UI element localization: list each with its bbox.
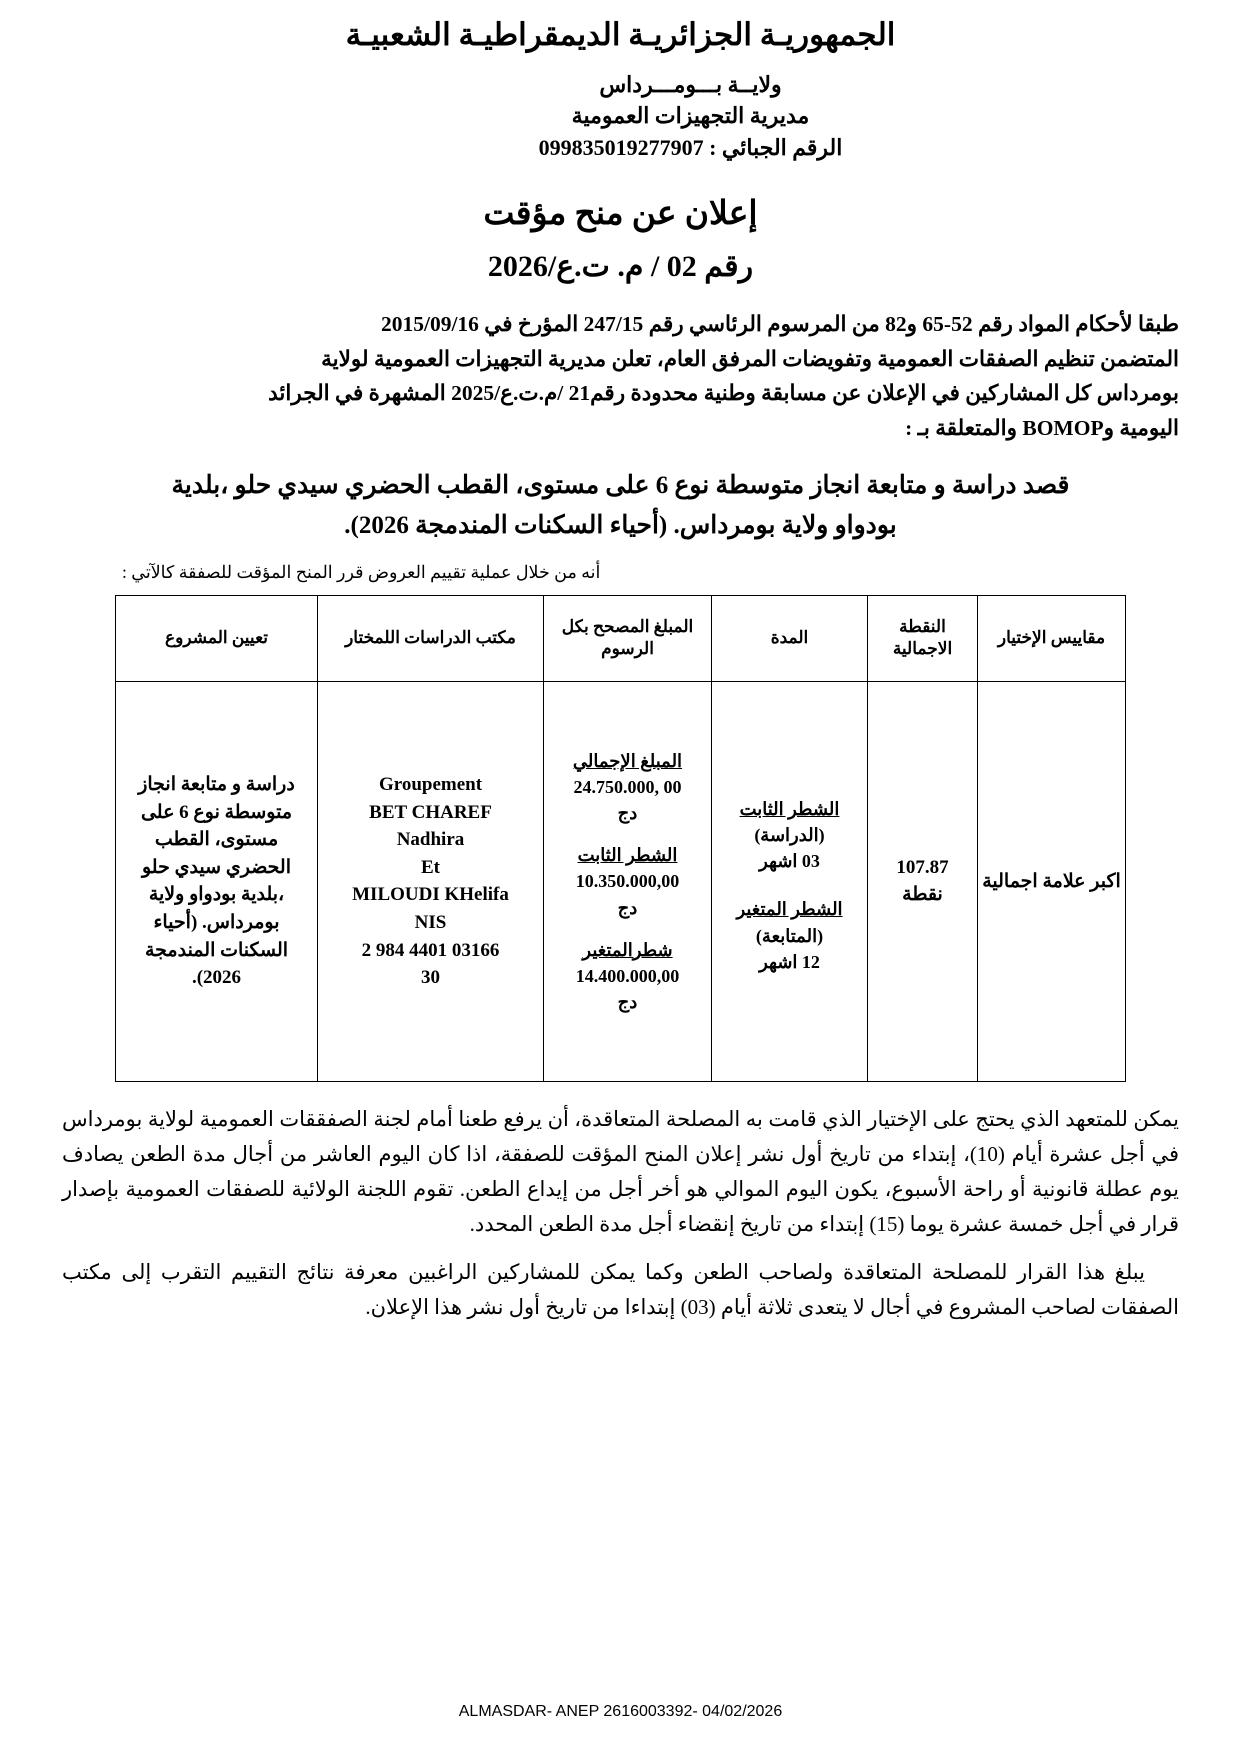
cell-study-office	[318, 681, 544, 1081]
office-line-5: MILOUDI KHelifa	[352, 884, 509, 906]
wilaya-line: ولايــة بـــومـــرداس	[599, 71, 782, 97]
amount-fixed-currency: دج	[617, 897, 638, 918]
header-project-designation: تعيين المشروع	[116, 595, 318, 681]
duration-fixed-value: 03 اشهر	[759, 851, 820, 872]
office-line-4: Et	[421, 856, 440, 878]
amount-variable-title: شطرالمتغير	[582, 939, 673, 960]
table-row	[116, 681, 1126, 1081]
amount-total	[548, 748, 707, 826]
total-score-unit: نقطة	[902, 884, 943, 906]
republic-heading: الجمهوريـة الجزائريـة الديمقراطيـة الشعبيـة	[345, 17, 896, 52]
intro-line-1: طبقا لأحكام المواد رقم 52-65 و82 من المرسوم الرئاسي رقم 247/15 المؤرخ في 2015/09/16	[380, 311, 1179, 336]
project-statement	[62, 466, 1179, 546]
office-line-1: Groupement	[378, 774, 483, 796]
amount-total-title: المبلغ الإجمالي	[572, 751, 683, 772]
table-leadin-text: أنه من خلال عملية تقييم العروض قرر المنح المؤقت للصفقة كالآتي :	[122, 561, 601, 582]
appeal-paragraph: يمكن للمتعهد الذي يحتج على الإختيار الذي قامت به المصلحة المتعاقدة، أن يرفع طعنا أمام لجنة الصفققات العمومية لولاية بومرداس في أجل عشرة أيام (10)، إبتداء من تاريخ أول نشر إعلان المنح المؤقت للصفقة، اذا كان اليوم العاشر من أجال مدة الطعن يصادف يوم عطلة قانونية أو راحة الأسبوع، يكون اليوم الموالي هو أخر أجل من إيداع الطعن. تقوم اللجنة الولائية للصفقات العمومية بإصدار قرار في أجل خمسة عشرة يوما (15) إبتداء من تاريخ إنقضاء أجل مدة الطعن المحدد.	[62, 1106, 1179, 1236]
duration-fixed-segment	[716, 796, 863, 874]
body-paragraphs	[62, 1102, 1179, 1325]
office-nis-value-cont: 30	[421, 967, 440, 989]
intro-line-4: اليومية وBOMOP والمتعلقة بـ :	[905, 416, 1179, 441]
header-corrected-amount: المبلغ المصحح بكل الرسوم	[544, 595, 712, 681]
header-total-score: النقطة الاجمالية	[868, 595, 978, 681]
notification-paragraph: يبلغ هذا القرار للمصلحة المتعاقدة ولصاحب الطعن وكما يمكن للمشاركين الراغبين معرفة نتائج التقييم التقرب إلى مكتب الصفقات لصاحب المشروع في أجال لا يتعدى ثلاثة أيام (03) إبتداءا من تاريخ أول نشر هذا الإعلان.	[62, 1260, 1179, 1320]
amount-total-currency: دج	[617, 803, 638, 824]
duration-variable-value: 12 اشهر	[759, 951, 820, 972]
office-line-2: BET CHAREF	[369, 801, 492, 823]
amount-fixed	[548, 842, 707, 920]
tax-id-line: الرقم الجبائي : 099835019277907	[538, 135, 843, 161]
duration-fixed-title: الشطر الثابت	[739, 799, 840, 820]
office-nis-value: 2 984 4401 03166	[361, 939, 500, 961]
directorate-line: مديرية التجهيزات العمومية	[571, 103, 810, 129]
duration-variable-segment	[716, 896, 863, 974]
table-header-row	[116, 595, 1126, 681]
award-table	[115, 595, 1126, 1082]
cell-total-score	[868, 681, 978, 1081]
office-line-3: Nadhira	[396, 829, 465, 851]
intro-line-2: المتضمن تنظيم الصفقات العمومية وتفويضات المرفق العام، تعلن مديرية التجهيزات العمومية لولاية	[321, 346, 1179, 371]
project-statement-line-1: قصد دراسة و متابعة انجاز متوسطة نوع 6 على مستوى، القطب الحضري سيدي حلو ،بلدية	[171, 471, 1070, 499]
intro-line-3: بومرداس كل المشاركين في الإعلان عن مسابقة وطنية محدودة رقم21 /م.ت.ع/2025 المشهرة في الجرائد	[268, 381, 1179, 406]
header-selected-study-office: مكتب الدراسات اللمختار	[318, 595, 544, 681]
duration-variable-subtitle: (المتابعة)	[755, 925, 824, 946]
organization-block	[62, 69, 1179, 165]
duration-fixed-subtitle: (الدراسة)	[754, 825, 825, 846]
cell-selection-criteria: اكبر علامة اجمالية	[978, 681, 1126, 1081]
amount-fixed-value: 10.350.000,00	[575, 871, 680, 892]
intro-paragraph	[62, 307, 1179, 446]
header-duration: المدة	[712, 595, 868, 681]
header-selection-criteria: مقاييس الإختيار	[978, 595, 1126, 681]
office-nis-label: NIS	[414, 912, 447, 934]
project-statement-line-2: بودواو ولاية بومرداس. (أحياء السكنات المندمجة 2026).	[344, 511, 897, 539]
amount-variable-currency: دج	[617, 991, 638, 1012]
page-title: إعلان عن منح مؤقت	[483, 196, 758, 233]
duration-variable-title: الشطر المتغير	[736, 899, 843, 920]
amount-total-value: 24.750.000, 00	[573, 777, 682, 798]
anep-footer: ALMASDAR- ANEP 2616003392- 04/02/2026	[458, 1703, 783, 1720]
amount-fixed-title: الشطر الثابت	[577, 845, 678, 866]
cell-duration	[712, 681, 868, 1081]
cell-project-designation: دراسة و متابعة انجاز متوسطة نوع 6 على مستوى، القطب الحضري سيدي حلو ،بلدية بودواو ولاية بومرداس. (أحياء السكنات المندمجة 2026).	[116, 681, 318, 1081]
cell-corrected-amount	[544, 681, 712, 1081]
page-subtitle: رقم 02 / م. ت.ع/2026	[487, 249, 754, 283]
amount-variable-value: 14.400.000,00	[575, 965, 680, 986]
amount-variable	[548, 937, 707, 1015]
total-score-value: 107.87	[896, 856, 949, 878]
